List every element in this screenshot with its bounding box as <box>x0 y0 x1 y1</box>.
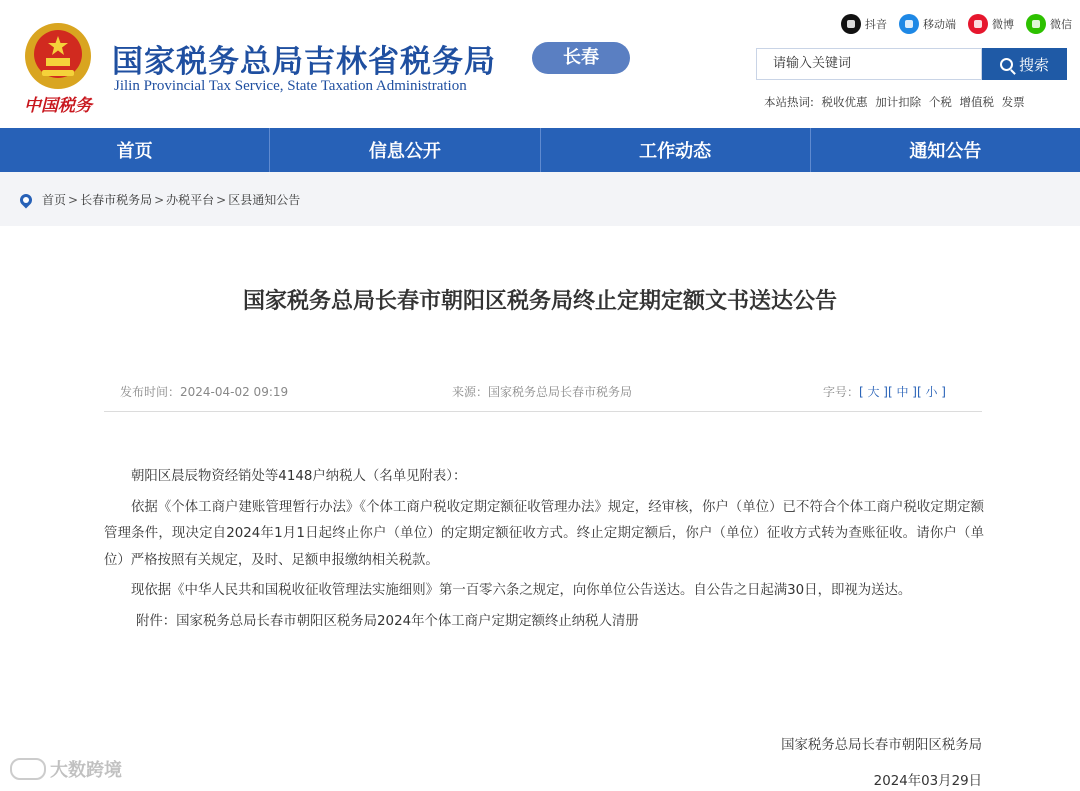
breadcrumb-home[interactable]: 首页 <box>42 193 67 207</box>
article-title: 国家税务总局长春市朝阳区税务局终止定期定额文书送达公告 <box>242 289 837 314</box>
breadcrumb-separator: > <box>154 192 165 207</box>
social-label: 微信 <box>1050 18 1072 31</box>
article-paragraph: 现依据《中华人民共和国税收征收管理法实施细则》第一百零六条之规定，向你单位公告送达。自公告之日起满30日，即视为送达。 <box>131 583 912 598</box>
site-title: 国家税务总局吉林省税务局 <box>112 44 496 80</box>
search-icon <box>1000 58 1013 71</box>
social-mobile[interactable] <box>899 14 956 34</box>
nav-item-notices[interactable]: 通知公告 <box>909 141 982 162</box>
watermark-text: 大数跨境 <box>50 760 122 781</box>
china-tax-seal-text <box>22 90 94 118</box>
article-meta <box>104 376 982 412</box>
hotwords <box>764 94 1029 110</box>
breadcrumb-district-notices[interactable]: 区县通知公告 <box>228 193 301 207</box>
social-links <box>841 14 1072 34</box>
hotword-link[interactable]: 增值税 <box>959 95 994 109</box>
breadcrumb <box>20 191 300 208</box>
social-label: 抖音 <box>865 18 887 31</box>
breadcrumb-separator: > <box>68 192 79 207</box>
site-subtitle: Jilin Provincial Tax Service, State Taxation Administration <box>114 78 467 94</box>
nav-item-work-news[interactable]: 工作动态 <box>541 128 811 172</box>
font-size-label: 字号： <box>822 385 859 399</box>
search-button[interactable] <box>982 48 1067 80</box>
article <box>0 226 1080 791</box>
main-nav <box>0 128 1080 172</box>
article-attachment[interactable]: 附件：国家税务总局长春市朝阳区税务局2024年个体工商户定期定额终止纳税人清册 <box>136 613 639 629</box>
article-paragraph: 朝阳区晨辰物资经销处等4148户纳税人（名单见附表）： <box>131 469 467 484</box>
social-label: 微博 <box>992 18 1014 31</box>
font-size-medium[interactable]: [ 中 ] <box>888 385 917 399</box>
social-wechat[interactable] <box>1026 14 1072 34</box>
nav-item-home[interactable]: 首页 <box>0 128 270 172</box>
weibo-icon <box>968 14 988 34</box>
site-header <box>0 0 1080 128</box>
national-emblem-icon <box>22 20 94 92</box>
article-source: 来源：国家税务总局长春市税务局 <box>452 385 633 399</box>
article-paragraph: 依据《个体工商户建账管理暂行办法》《个体工商户税收定期定额征收管理办法》规定，经审核，你户（单位）已不符合个体工商户税收定期定额管理条件，现决定自2024年1月1日起终止你户（单位）的定期定额征收方式。终止定期定额后，你户（单位）征收方式转为查账征收。请你户（单位）严格按照有关规定，及时、足额申报缴纳相关税款。 <box>104 499 984 568</box>
signature-date: 2024年03月29日 <box>873 774 982 789</box>
svg-text:中国税务: 中国税务 <box>24 96 92 116</box>
search-input[interactable]: 请输入关键词 <box>756 48 982 80</box>
social-label: 移动端 <box>923 18 956 31</box>
font-size-large[interactable]: [ 大 ] <box>859 385 888 399</box>
city-badge[interactable]: 长春 <box>532 42 630 74</box>
watermark <box>10 756 122 782</box>
font-size-small[interactable]: [ 小 ] <box>917 385 946 399</box>
hotword-link[interactable]: 发票 <box>1001 95 1025 109</box>
hotwords-label: 本站热词: <box>764 95 814 109</box>
search-button-label: 搜索 <box>1018 55 1049 74</box>
china-tax-calligraphy-logo <box>22 90 94 118</box>
breadcrumb-bar <box>0 172 1080 226</box>
article-body <box>104 464 984 639</box>
social-douyin[interactable] <box>841 14 887 34</box>
signature-org: 国家税务总局长春市朝阳区税务局 <box>781 738 982 753</box>
breadcrumb-separator: > <box>216 192 227 207</box>
hotword-link[interactable]: 税收优惠 <box>821 95 868 109</box>
nav-item-info-disclosure[interactable]: 信息公开 <box>270 128 540 172</box>
watermark-logo-icon <box>10 758 46 780</box>
douyin-icon <box>841 14 861 34</box>
font-size-controls <box>823 383 946 400</box>
publish-date: 发布时间：2024-04-02 09:19 <box>120 385 289 399</box>
mobile-icon <box>899 14 919 34</box>
social-weibo[interactable] <box>968 14 1014 34</box>
breadcrumb-platform[interactable]: 办税平台 <box>166 193 215 207</box>
breadcrumb-changchun[interactable]: 长春市税务局 <box>80 193 153 207</box>
location-pin-icon <box>18 191 35 208</box>
wechat-icon <box>1026 14 1046 34</box>
hotword-link[interactable]: 加计扣除 <box>875 95 922 109</box>
hotword-link[interactable]: 个税 <box>928 95 952 109</box>
